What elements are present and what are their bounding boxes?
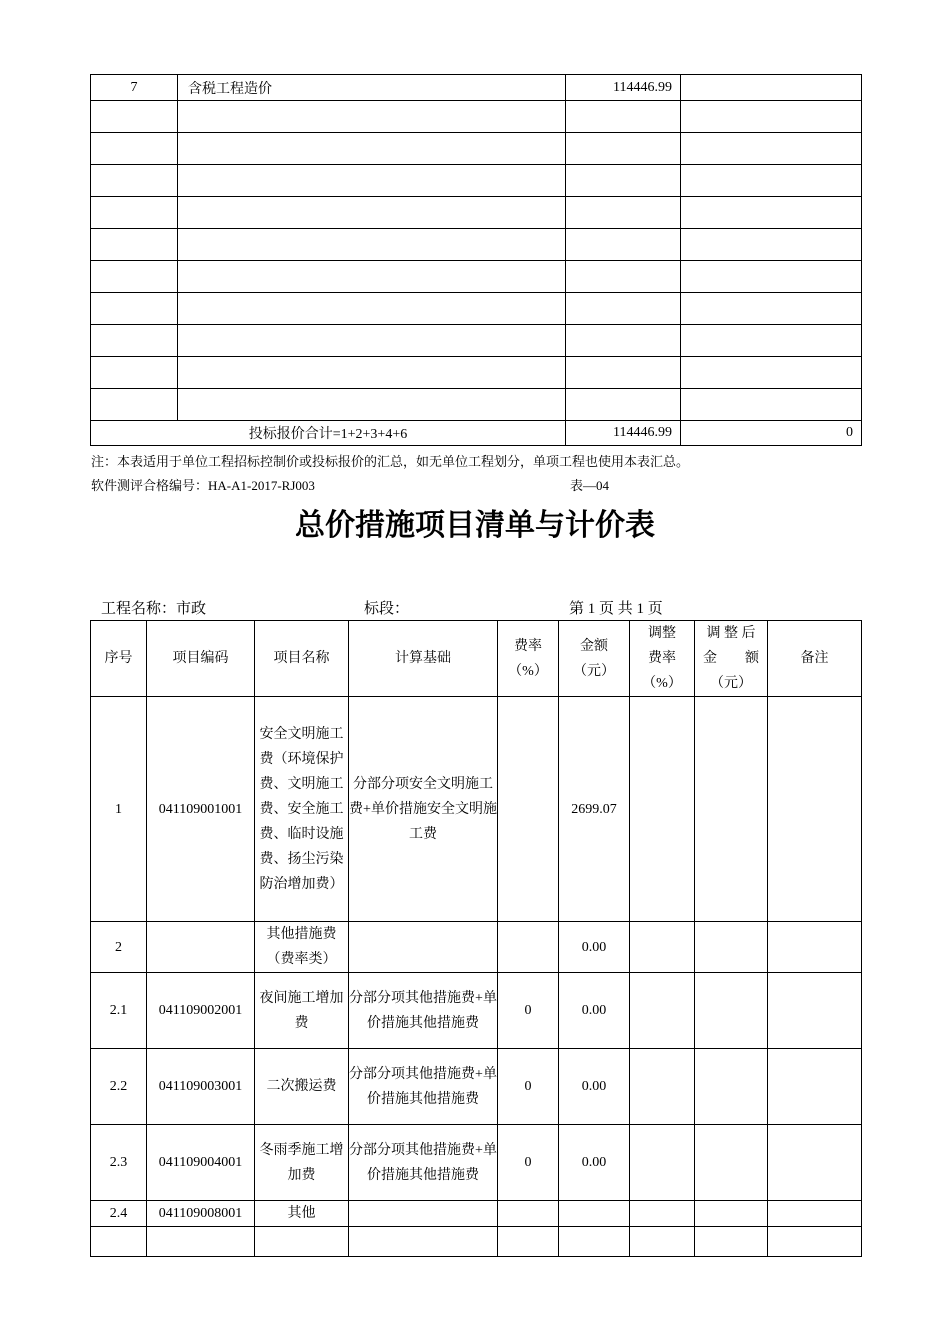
table-row [91,389,862,421]
cell-adjusted-rate [630,1201,695,1227]
cell-rate [498,922,559,973]
cell-remark [768,922,862,973]
cell-rate: 0 [498,973,559,1049]
cell-code [147,1227,255,1257]
row-no: 7 [91,75,178,101]
total-amount: 114446.99 [566,421,681,446]
cell-remark [768,1227,862,1257]
cell-name: 二次搬运费 [255,1049,349,1125]
cell-remark [768,1201,862,1227]
header-adjusted-rate-line: （%） [642,676,682,691]
header-adjusted-amount-line: 金 额 [703,651,759,666]
header-adjusted-rate-line: 费率 [648,651,676,666]
total-label: 投标报价合计=1+2+3+4+6 [91,421,566,446]
cell-no [91,1227,147,1257]
table-row [91,922,862,973]
cell-code: 041109008001 [147,1201,255,1227]
header-row [91,621,862,697]
cell-adjusted-amount [695,697,768,922]
cell-adjusted-amount [695,1201,768,1227]
header-no: 序号 [91,621,147,697]
cell-name: 其他措施费（费率类） [255,922,349,973]
page-title: 总价措施项目清单与计价表 [295,508,655,543]
table-number: 表—04 [570,478,610,493]
cell-basis: 分部分项其他措施费+单价措施其他措施费 [349,973,498,1049]
cell-no: 2.1 [91,973,147,1049]
summary-table [90,74,862,446]
table-row [91,325,862,357]
table-row [91,357,862,389]
cell-no: 2.4 [91,1201,147,1227]
cell-adjusted-amount [695,973,768,1049]
header-remark: 备注 [768,621,862,697]
cell-amount: 0.00 [559,973,630,1049]
header-rate-line: 费率 [514,638,542,654]
header-code: 项目编码 [147,621,255,697]
header-adjusted-rate [630,621,695,697]
cell-adjusted-amount [695,1049,768,1125]
header-rate-line: （%） [508,663,548,679]
cell-name: 冬雨季施工增加费 [255,1125,349,1201]
page-indicator: 第 1 页 共 1 页 [569,601,663,617]
cell-amount: 2699.07 [559,697,630,922]
table-row [91,165,862,197]
table-row [91,973,862,1049]
cell-basis: 分部分项其他措施费+单价措施其他措施费 [349,1049,498,1125]
cell-no: 2.2 [91,1049,147,1125]
table-row [91,1049,862,1125]
measures-table [90,620,862,1257]
row-name: 含税工程造价 [178,75,566,101]
cell-code: 041109001001 [147,697,255,922]
cell-code: 041109002001 [147,973,255,1049]
cell-code [147,922,255,973]
header-adjusted-amount-line: （元） [710,676,752,691]
table-row [91,261,862,293]
cell-amount: 0.00 [559,1049,630,1125]
project-name: 工程名称：市政 [101,601,207,617]
table-row [91,1125,862,1201]
cell-rate: 0 [498,1049,559,1125]
cell-rate [498,697,559,922]
cell-amount [559,1227,630,1257]
cell-rate [498,1227,559,1257]
header-adjusted-amount [695,621,768,697]
cell-rate [498,1201,559,1227]
table-row [91,293,862,325]
cell-remark [768,1049,862,1125]
cell-name [255,1227,349,1257]
cell-adjusted-rate [630,1049,695,1125]
table-row [91,1227,862,1257]
cell-amount: 0.00 [559,1125,630,1201]
table-row [91,229,862,261]
cell-adjusted-amount [695,1227,768,1257]
cell-no: 2 [91,922,147,973]
header-amount-line: 金额 [580,638,608,654]
cell-adjusted-rate [630,973,695,1049]
cell-adjusted-rate [630,697,695,922]
cell-name: 夜间施工增加费 [255,973,349,1049]
table-row [91,101,862,133]
header-name: 项目名称 [255,621,349,697]
cell-adjusted-amount [695,922,768,973]
cell-code: 041109003001 [147,1049,255,1125]
cell-remark [768,973,862,1049]
table-row [91,133,862,165]
row-extra [681,75,862,101]
header-amount-line: （元） [573,663,615,679]
table-row [91,1201,862,1227]
header-basis: 计算基础 [349,621,498,697]
cell-adjusted-amount [695,1125,768,1201]
cell-remark [768,1125,862,1201]
table-note: 注：本表适用于单位工程招标控制价或投标报价的汇总，如无单位工程划分，单项工程也使用本表汇总。 [91,454,690,469]
header-rate [498,621,559,697]
section-label: 标段： [364,601,410,617]
header-adjusted-rate-line: 调整 [648,626,676,641]
table-row [91,697,862,922]
cell-code: 041109004001 [147,1125,255,1201]
cell-basis [349,1227,498,1257]
cell-adjusted-rate [630,1227,695,1257]
cell-amount [559,1201,630,1227]
row-amount: 114446.99 [566,75,681,101]
cell-basis: 分部分项其他措施费+单价措施其他措施费 [349,1125,498,1201]
table-row [91,75,862,101]
certificate-number: 软件测评合格编号：HA-A1-2017-RJ003 [91,478,315,493]
cell-remark [768,697,862,922]
table-row [91,197,862,229]
cell-basis [349,922,498,973]
cell-basis: 分部分项安全文明施工费+单价措施安全文明施工费 [349,697,498,922]
header-amount [559,621,630,697]
cell-name: 安全文明施工费（环境保护费、文明施工费、安全施工费、临时设施费、扬尘污染防治增加费） [255,697,349,922]
cell-no: 1 [91,697,147,922]
cell-adjusted-rate [630,922,695,973]
cell-basis [349,1201,498,1227]
header-adjusted-amount-line: 调 整 后 [706,626,756,641]
cell-adjusted-rate [630,1125,695,1201]
cell-amount: 0.00 [559,922,630,973]
total-row [91,421,862,446]
cell-rate: 0 [498,1125,559,1201]
cell-name: 其他 [255,1201,349,1227]
cell-no: 2.3 [91,1125,147,1201]
total-extra: 0 [681,421,862,446]
